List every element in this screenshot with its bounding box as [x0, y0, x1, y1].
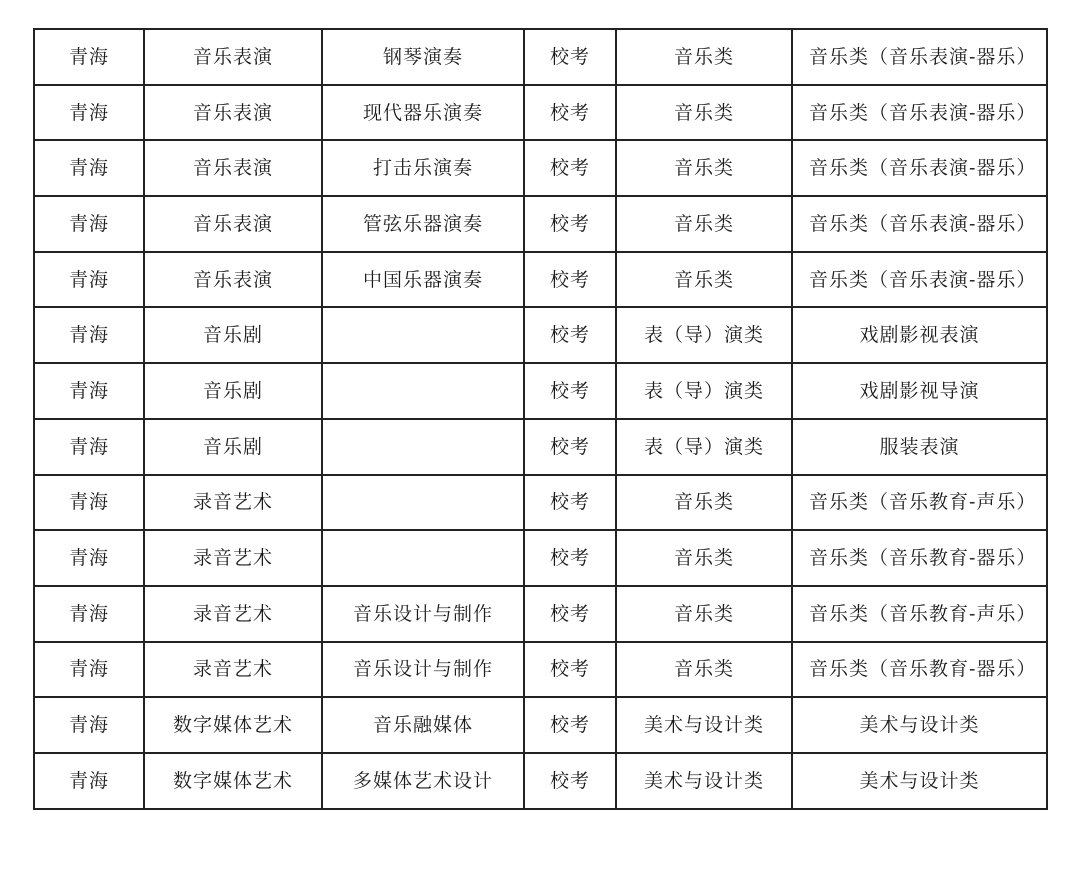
- major-cell: 音乐剧: [144, 307, 322, 363]
- direction-cell: [322, 475, 524, 531]
- category-cell: 音乐类: [616, 586, 792, 642]
- major-cell: 数字媒体艺术: [144, 697, 322, 753]
- major-cell: 数字媒体艺术: [144, 753, 322, 809]
- major-cell: 录音艺术: [144, 475, 322, 531]
- subcategory-cell: 美术与设计类: [792, 697, 1047, 753]
- direction-cell: 钢琴演奏: [322, 29, 524, 85]
- direction-cell: 中国乐器演奏: [322, 252, 524, 308]
- province-cell: 青海: [34, 140, 144, 196]
- table-row: [34, 697, 1047, 753]
- table-row: [34, 475, 1047, 531]
- table-row: [34, 753, 1047, 809]
- table-row: [34, 140, 1047, 196]
- major-cell: 音乐剧: [144, 419, 322, 475]
- subcategory-cell: 音乐类（音乐表演-器乐）: [792, 85, 1047, 141]
- table-row: [34, 307, 1047, 363]
- major-cell: 录音艺术: [144, 642, 322, 698]
- category-cell: 美术与设计类: [616, 753, 792, 809]
- direction-cell: 音乐设计与制作: [322, 642, 524, 698]
- province-cell: 青海: [34, 530, 144, 586]
- subcategory-cell: 服装表演: [792, 419, 1047, 475]
- exam-type-cell: 校考: [524, 475, 616, 531]
- category-cell: 音乐类: [616, 140, 792, 196]
- direction-cell: 音乐设计与制作: [322, 586, 524, 642]
- category-cell: 表（导）演类: [616, 363, 792, 419]
- direction-cell: 管弦乐器演奏: [322, 196, 524, 252]
- category-cell: 音乐类: [616, 642, 792, 698]
- province-cell: 青海: [34, 697, 144, 753]
- major-cell: 录音艺术: [144, 586, 322, 642]
- direction-cell: 打击乐演奏: [322, 140, 524, 196]
- province-cell: 青海: [34, 753, 144, 809]
- exam-type-cell: 校考: [524, 753, 616, 809]
- subcategory-cell: 戏剧影视导演: [792, 363, 1047, 419]
- province-cell: 青海: [34, 419, 144, 475]
- table-row: [34, 530, 1047, 586]
- subcategory-cell: 音乐类（音乐教育-声乐）: [792, 586, 1047, 642]
- province-cell: 青海: [34, 196, 144, 252]
- direction-cell: [322, 419, 524, 475]
- subcategory-cell: 音乐类（音乐教育-器乐）: [792, 530, 1047, 586]
- table-row: [34, 29, 1047, 85]
- major-cell: 音乐表演: [144, 29, 322, 85]
- direction-cell: [322, 363, 524, 419]
- exam-type-cell: 校考: [524, 419, 616, 475]
- direction-cell: [322, 307, 524, 363]
- major-cell: 音乐剧: [144, 363, 322, 419]
- subcategory-cell: 音乐类（音乐表演-器乐）: [792, 140, 1047, 196]
- table-row: [34, 252, 1047, 308]
- province-cell: 青海: [34, 642, 144, 698]
- major-cell: 音乐表演: [144, 252, 322, 308]
- category-cell: 音乐类: [616, 85, 792, 141]
- exam-type-cell: 校考: [524, 642, 616, 698]
- major-cell: 音乐表演: [144, 196, 322, 252]
- exam-type-cell: 校考: [524, 307, 616, 363]
- subcategory-cell: 美术与设计类: [792, 753, 1047, 809]
- direction-cell: 音乐融媒体: [322, 697, 524, 753]
- direction-cell: [322, 530, 524, 586]
- table-row: [34, 419, 1047, 475]
- table-row: [34, 85, 1047, 141]
- major-cell: 录音艺术: [144, 530, 322, 586]
- direction-cell: 现代器乐演奏: [322, 85, 524, 141]
- province-cell: 青海: [34, 363, 144, 419]
- table-row: [34, 642, 1047, 698]
- category-cell: 音乐类: [616, 196, 792, 252]
- exam-type-cell: 校考: [524, 586, 616, 642]
- category-cell: 音乐类: [616, 475, 792, 531]
- exam-type-cell: 校考: [524, 697, 616, 753]
- direction-cell: 多媒体艺术设计: [322, 753, 524, 809]
- category-cell: 音乐类: [616, 252, 792, 308]
- subcategory-cell: 音乐类（音乐表演-器乐）: [792, 252, 1047, 308]
- province-cell: 青海: [34, 475, 144, 531]
- province-cell: 青海: [34, 307, 144, 363]
- major-cell: 音乐表演: [144, 85, 322, 141]
- subcategory-cell: 音乐类（音乐教育-声乐）: [792, 475, 1047, 531]
- exam-type-cell: 校考: [524, 530, 616, 586]
- exam-type-cell: 校考: [524, 363, 616, 419]
- category-cell: 表（导）演类: [616, 307, 792, 363]
- admissions-table-sheet: [33, 28, 1048, 810]
- subcategory-cell: 音乐类（音乐教育-器乐）: [792, 642, 1047, 698]
- province-cell: 青海: [34, 252, 144, 308]
- exam-type-cell: 校考: [524, 252, 616, 308]
- exam-type-cell: 校考: [524, 29, 616, 85]
- province-cell: 青海: [34, 586, 144, 642]
- table-row: [34, 586, 1047, 642]
- exam-type-cell: 校考: [524, 140, 616, 196]
- category-cell: 美术与设计类: [616, 697, 792, 753]
- subcategory-cell: 音乐类（音乐表演-器乐）: [792, 196, 1047, 252]
- subcategory-cell: 音乐类（音乐表演-器乐）: [792, 29, 1047, 85]
- major-cell: 音乐表演: [144, 140, 322, 196]
- province-cell: 青海: [34, 85, 144, 141]
- subcategory-cell: 戏剧影视表演: [792, 307, 1047, 363]
- category-cell: 表（导）演类: [616, 419, 792, 475]
- table-row: [34, 196, 1047, 252]
- exam-type-cell: 校考: [524, 85, 616, 141]
- exam-type-cell: 校考: [524, 196, 616, 252]
- table-row: [34, 363, 1047, 419]
- category-cell: 音乐类: [616, 530, 792, 586]
- category-cell: 音乐类: [616, 29, 792, 85]
- province-cell: 青海: [34, 29, 144, 85]
- admissions-table: [33, 28, 1048, 810]
